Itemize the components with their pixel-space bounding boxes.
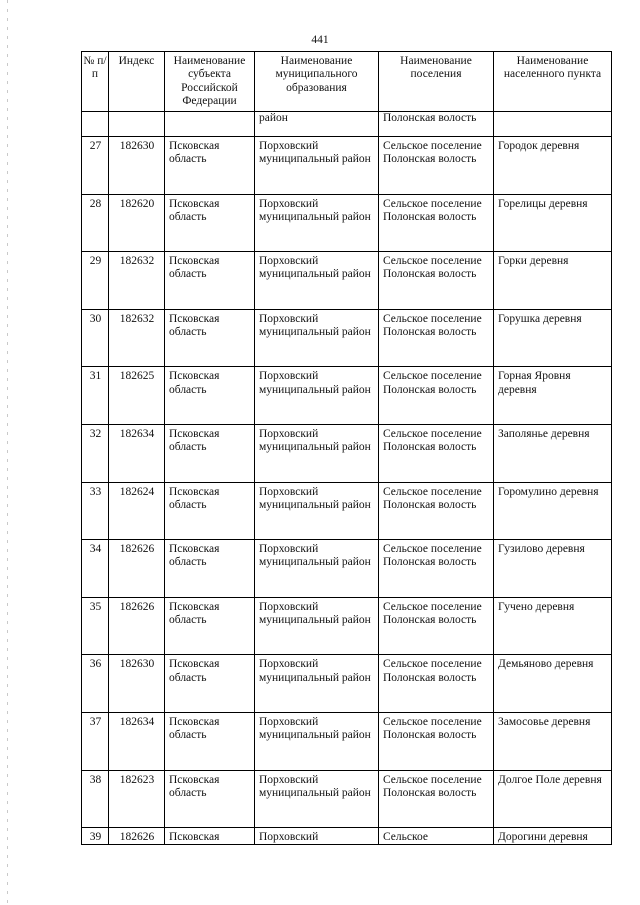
cell-index: 182623	[109, 770, 165, 828]
table-row	[82, 770, 612, 828]
cell-index: 182630	[109, 655, 165, 713]
cell-number: 33	[82, 482, 109, 540]
cell-region: Псковская область	[165, 309, 255, 367]
cell-municipality: Порховский муниципальный район	[255, 770, 379, 828]
cell-region: Псковская	[165, 828, 255, 845]
table-row	[82, 252, 612, 310]
cell-settlement: Сельское поселение Полонская волость	[379, 712, 494, 770]
cell-locality: Гучено деревня	[494, 597, 612, 655]
table-row	[82, 424, 612, 482]
cell-locality: Демьяново деревня	[494, 655, 612, 713]
cell-settlement: Сельское поселение Полонская волость	[379, 770, 494, 828]
cell-settlement: Сельское поселение Полонская волость	[379, 482, 494, 540]
cell-locality: Горки деревня	[494, 252, 612, 310]
cell-settlement: Сельское поселение Полонская волость	[379, 137, 494, 195]
page-number: 441	[311, 34, 329, 46]
cell-index: 182620	[109, 194, 165, 252]
table-row	[82, 540, 612, 598]
table-row	[82, 712, 612, 770]
table-row	[82, 137, 612, 195]
cell-settlement: Сельское поселение Полонская волость	[379, 194, 494, 252]
cell-municipality: Порховский муниципальный район	[255, 252, 379, 310]
cell-region: Псковская область	[165, 540, 255, 598]
cell-number: 27	[82, 137, 109, 195]
cell-region: Псковская область	[165, 712, 255, 770]
cell-locality: Дорогини деревня	[494, 828, 612, 845]
cell-settlement: Полонская волость	[379, 112, 494, 137]
cell-number: 29	[82, 252, 109, 310]
cell-number: 30	[82, 309, 109, 367]
cell-region: Псковская область	[165, 194, 255, 252]
cell-index: 182625	[109, 367, 165, 425]
cell-settlement: Сельское поселение Полонская волость	[379, 367, 494, 425]
cell-municipality: Порховский муниципальный район	[255, 424, 379, 482]
cell-number: 32	[82, 424, 109, 482]
cell-number: 39	[82, 828, 109, 845]
cell-number: 36	[82, 655, 109, 713]
cell-municipality: Порховский муниципальный район	[255, 482, 379, 540]
header-region: Наименование субъекта Российской Федерации	[165, 52, 255, 112]
cell-municipality: Порховский муниципальный район	[255, 194, 379, 252]
cell-locality: Долгое Поле деревня	[494, 770, 612, 828]
cell-locality: Городок деревня	[494, 137, 612, 195]
cell-locality: Замосовье деревня	[494, 712, 612, 770]
cell-index: 182626	[109, 828, 165, 845]
cell-settlement: Сельское поселение Полонская волость	[379, 655, 494, 713]
cell-region: Псковская область	[165, 770, 255, 828]
cell-locality: Горелицы деревня	[494, 194, 612, 252]
scan-edge-artifact	[7, 0, 8, 905]
cell-index: 182634	[109, 424, 165, 482]
cell-index: 182630	[109, 137, 165, 195]
cell-index: 182632	[109, 309, 165, 367]
cell-region: Псковская область	[165, 137, 255, 195]
cell-index: 182624	[109, 482, 165, 540]
cell-index: 182626	[109, 597, 165, 655]
cell-number: 28	[82, 194, 109, 252]
cell-settlement: Сельское	[379, 828, 494, 845]
cell-municipality: Порховский	[255, 828, 379, 845]
cell-settlement: Сельское поселение Полонская волость	[379, 597, 494, 655]
cell-locality: Гузилово деревня	[494, 540, 612, 598]
cell-number: 37	[82, 712, 109, 770]
cell-locality: Горная Яровня деревня	[494, 367, 612, 425]
cell-locality: Горушка деревня	[494, 309, 612, 367]
cell-region: Псковская область	[165, 655, 255, 713]
cell-number: 38	[82, 770, 109, 828]
cell-index: 182634	[109, 712, 165, 770]
cell-settlement: Сельское поселение Полонская волость	[379, 424, 494, 482]
cell-municipality: Порховский муниципальный район	[255, 367, 379, 425]
cell-locality: Заполянье деревня	[494, 424, 612, 482]
header-locality: Наименование населенного пункта	[494, 52, 612, 112]
cell-region	[165, 112, 255, 137]
cell-municipality: Порховский муниципальный район	[255, 309, 379, 367]
cell-municipality: район	[255, 112, 379, 137]
cell-region: Псковская область	[165, 367, 255, 425]
cell-region: Псковская область	[165, 424, 255, 482]
cell-number: 35	[82, 597, 109, 655]
table-row	[82, 655, 612, 713]
localities-table	[81, 51, 612, 845]
cell-locality: Горомулино деревня	[494, 482, 612, 540]
cell-settlement: Сельское поселение Полонская волость	[379, 540, 494, 598]
cell-municipality: Порховский муниципальный район	[255, 137, 379, 195]
header-settlement: Наименование поселения	[379, 52, 494, 112]
cell-municipality: Порховский муниципальный район	[255, 540, 379, 598]
cell-region: Псковская область	[165, 482, 255, 540]
cell-municipality: Порховский муниципальный район	[255, 712, 379, 770]
header-number: № п/п	[82, 52, 109, 112]
header-index: Индекс	[109, 52, 165, 112]
table-row	[82, 367, 612, 425]
header-municipality: Наименование муниципального образования	[255, 52, 379, 112]
table-row	[82, 194, 612, 252]
continuation-row	[82, 112, 612, 137]
cell-number	[82, 112, 109, 137]
cell-region: Псковская область	[165, 252, 255, 310]
cell-locality	[494, 112, 612, 137]
cell-region: Псковская область	[165, 597, 255, 655]
table-row	[82, 482, 612, 540]
cell-settlement: Сельское поселение Полонская волость	[379, 309, 494, 367]
table-row	[82, 309, 612, 367]
table-header-row	[82, 52, 612, 112]
cell-municipality: Порховский муниципальный район	[255, 655, 379, 713]
cell-municipality: Порховский муниципальный район	[255, 597, 379, 655]
cell-settlement: Сельское поселение Полонская волость	[379, 252, 494, 310]
table-row-partial	[82, 828, 612, 845]
table-row	[82, 597, 612, 655]
cell-index: 182626	[109, 540, 165, 598]
cell-index	[109, 112, 165, 137]
cell-number: 34	[82, 540, 109, 598]
cell-number: 31	[82, 367, 109, 425]
cell-index: 182632	[109, 252, 165, 310]
table-body	[82, 112, 612, 845]
